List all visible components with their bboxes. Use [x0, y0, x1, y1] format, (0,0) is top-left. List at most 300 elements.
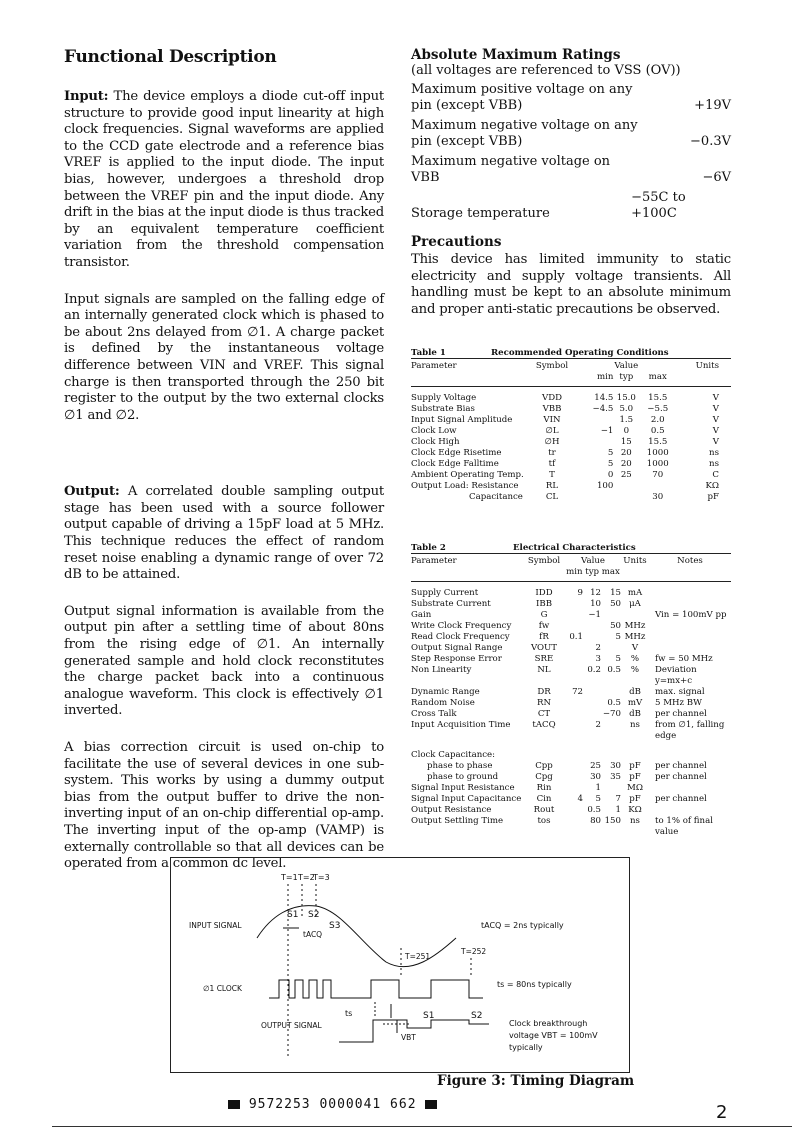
t2-cell-n: to 1% of final value — [655, 816, 713, 838]
table-row — [411, 387, 731, 405]
t2-cell-u: mV — [627, 698, 643, 709]
t2-cell-u: MHz — [624, 621, 646, 632]
t2-cell-n: from ∅1, falling edge — [655, 720, 725, 742]
t2-cell-n — [649, 805, 731, 816]
t2-cell-min — [565, 805, 583, 816]
t1-cell-typ: 20 — [620, 448, 632, 459]
t1-cell-u: V — [712, 404, 719, 415]
t2-header-symbol: Symbol — [523, 554, 565, 568]
t2-cell-u: pF — [629, 794, 641, 805]
t1-header-parameter: Parameter — [411, 359, 524, 373]
label-s2: S2 — [308, 910, 320, 920]
t2-cell-p: Output Signal Range — [411, 643, 503, 654]
table2-caption — [411, 543, 731, 553]
table-row — [411, 794, 731, 805]
amr-subtitle: (all voltages are referenced to VSS (OV)) — [411, 63, 681, 78]
label-s1: S1 — [287, 910, 299, 920]
t1-cell-min: −4.5 — [592, 404, 614, 415]
t2-cell-min: 9 — [577, 588, 583, 599]
table-row — [411, 720, 731, 742]
timing-diagram — [170, 857, 630, 1073]
t2-cell-min — [565, 654, 583, 665]
input-heading: Input: — [64, 89, 109, 104]
t1-cell-p: Clock Edge Falltime — [411, 459, 499, 470]
t2-cell-u: % — [630, 654, 640, 665]
t2-cell-u: MHz — [624, 632, 646, 643]
label-breakthrough-3: typically — [509, 1043, 543, 1052]
table-row — [411, 582, 731, 600]
t1-cell-u: C — [712, 470, 719, 481]
t2-cell-min — [565, 599, 583, 610]
table-row — [411, 643, 731, 654]
right-column — [411, 47, 731, 838]
t2-cell-min — [565, 665, 583, 687]
t2-cell-typ — [583, 742, 601, 761]
t2-cell-p: Cross Talk — [411, 709, 457, 720]
t2-cell-typ: 30 — [590, 772, 601, 783]
t2-cell-max — [601, 720, 621, 742]
bias-paragraph: A bias correction circuit is used on-chip to facilitate the use of several devices in one sub-system. This works by using a dummy output bias from the output buffer to drive the non-inverting input of an on-chip differential op-amp. The inverting input of the op-amp (VAMP) is externally controllable so that all devices can be operated from a common dc level. — [64, 740, 384, 872]
t1-cell-min: 100 — [596, 481, 614, 492]
t2-cell-p: Substrate Current — [411, 599, 491, 610]
t2-cell-n — [649, 643, 731, 654]
t2-cell-s: G — [540, 610, 548, 621]
t2-cell-max — [601, 687, 621, 698]
t2-cell-p: Supply Current — [411, 588, 479, 599]
t2-cell-p: Step Response Error — [411, 654, 502, 665]
t2-cell-s: SRE — [534, 654, 554, 665]
t1-cell-typ: 15 — [620, 437, 632, 448]
t2-cell-min — [565, 772, 583, 783]
t2-header-value: Value — [565, 554, 621, 568]
amr-value: −6V — [702, 170, 731, 185]
t1-cell-s: ∅H — [544, 437, 560, 448]
t2-cell-min — [565, 610, 583, 621]
t1-cell-p: Output Load: Resistance — [411, 481, 519, 492]
page-number: 2 — [716, 1102, 728, 1123]
amr-value: −55C to +100C — [631, 190, 686, 221]
t2-cell-p: Write Clock Frequency — [411, 621, 512, 632]
t2-cell-min — [565, 720, 583, 742]
label-t251: T=251 — [405, 952, 431, 961]
t2-cell-p: Dynamic Range — [411, 687, 480, 698]
t2-cell-min — [565, 783, 583, 794]
t1-cell-typ: 15.0 — [616, 393, 636, 404]
amr-label: Storage temperature — [411, 206, 550, 221]
t2-cell-u: % — [630, 665, 640, 676]
amr-label: Maximum positive voltage on any pin (except VBB) — [411, 82, 633, 113]
amr-row — [411, 118, 731, 150]
t1-cell-max: 0.5 — [650, 426, 665, 437]
precautions-title: Precautions — [411, 234, 502, 250]
t1-cell-min — [580, 415, 613, 426]
table-row — [411, 492, 731, 503]
t2-cell-s: NL — [537, 665, 551, 676]
t1-cell-max — [639, 481, 676, 492]
t2-cell-s: IBB — [535, 599, 553, 610]
t2-cell-p: Non Linearity — [411, 665, 472, 676]
table-row — [411, 783, 731, 794]
amr-label: Maximum negative voltage on any pin (except VBB) — [411, 118, 638, 149]
table-row — [411, 621, 731, 632]
t2-cell-p: Signal Input Resistance — [411, 783, 515, 794]
t2-cell-min — [565, 621, 583, 632]
t1-cell-max: 2.0 — [650, 415, 665, 426]
t2-cell-s: tos — [537, 816, 551, 827]
t2-cell-min — [565, 709, 583, 720]
t1-cell-u: ns — [709, 448, 719, 459]
t2-cell-typ: −1 — [588, 610, 601, 621]
table-row — [411, 632, 731, 643]
t2-cell-typ: 0.5 — [587, 805, 601, 816]
t2-cell-min — [565, 816, 583, 838]
footer-code-text: 9572253 0000041 662 — [248, 1097, 417, 1112]
t2-cell-n: fw = 50 MHz — [655, 654, 713, 665]
t1-cell-s: VDD — [541, 393, 562, 404]
t2-cell-typ — [583, 687, 601, 698]
t1-cell-max: 15.5 — [648, 393, 668, 404]
t2-cell-max: 30 — [610, 761, 621, 772]
t2-cell-n: per channel — [655, 709, 707, 720]
timing-diagram-svg — [171, 858, 629, 1072]
t2-cell-n — [649, 783, 731, 794]
t1-cell-u: V — [712, 437, 719, 448]
t1-cell-min: −1 — [600, 426, 614, 437]
t2-cell-p: Gain — [411, 610, 432, 621]
t2-cell-typ: 12 — [590, 588, 601, 599]
label-tacq: tACQ — [303, 930, 323, 939]
t2-cell-s: CT — [537, 709, 551, 720]
label-output-signal: OUTPUT SIGNAL — [261, 1021, 322, 1030]
t1-cell-p: Clock Edge Risetime — [411, 448, 502, 459]
label-tacq-note: tACQ = 2ns typically — [481, 921, 564, 930]
t1-cell-s: VIN — [543, 415, 561, 426]
t2-cell-u — [621, 610, 649, 621]
table2-block — [411, 543, 731, 838]
table1-title: Recommended Operating Conditions — [491, 348, 669, 359]
t2-cell-n: max. signal — [655, 687, 705, 698]
t1-cell-typ — [613, 481, 639, 492]
label-t3: T=3 — [313, 873, 330, 882]
t2-cell-s: Cpp — [535, 761, 553, 772]
table-row — [411, 610, 731, 621]
t1-cell-p: Ambient Operating Temp. — [411, 470, 524, 481]
t2-cell-n — [649, 632, 731, 643]
t2-cell-typ: 0.2 — [587, 665, 601, 676]
t2-cell-p: Output Settling Time — [411, 816, 504, 827]
t2-cell-typ: 1 — [595, 783, 601, 794]
t2-cell-typ — [583, 632, 601, 643]
table-row — [411, 415, 731, 426]
t2-cell-n: Vin = 100mV pp — [655, 610, 727, 621]
label-t2: T=2 — [298, 873, 315, 882]
label-breakthrough-2: voltage VBT = 100mV — [509, 1031, 598, 1040]
t1-cell-typ — [613, 492, 639, 503]
t2-header-units: Units — [621, 554, 649, 568]
t1-cell-min — [580, 492, 613, 503]
table2-number: Table 2 — [411, 543, 446, 554]
t2-header-parameter: Parameter — [411, 554, 523, 568]
t2-cell-n — [649, 582, 731, 600]
t2-cell-n: per channel — [655, 761, 707, 772]
t1-cell-max: 30 — [652, 492, 664, 503]
footer-square-left — [228, 1100, 240, 1109]
t2-cell-max — [601, 643, 621, 654]
table-row — [411, 654, 731, 665]
t1-cell-p: Supply Voltage — [411, 393, 477, 404]
t2-cell-max: 50 — [610, 621, 621, 632]
t2-cell-u: dB — [629, 687, 641, 698]
t2-cell-u: MΩ — [627, 783, 643, 794]
clock-waveform — [269, 980, 483, 998]
t2-cell-s: DR — [537, 687, 551, 698]
t2-cell-s: tACQ — [532, 720, 556, 731]
t2-cell-s: Rout — [533, 805, 555, 816]
t1-cell-typ: 5.0 — [619, 404, 634, 415]
t1-header-min: min — [580, 372, 613, 387]
t2-cell-n — [649, 599, 731, 610]
table-row — [411, 687, 731, 698]
t2-cell-typ — [583, 621, 601, 632]
t2-cell-u: mA — [627, 588, 643, 599]
bottom-rule — [52, 1126, 792, 1127]
t2-cell-max: 0.5 — [607, 698, 621, 709]
amr-value: −0.3V — [690, 134, 731, 149]
table-row — [411, 772, 731, 783]
output-paragraph — [64, 484, 384, 584]
table-row — [411, 709, 731, 720]
t2-cell-n: Deviation y=mx+c — [655, 665, 697, 687]
t2-cell-n: per channel — [655, 772, 707, 783]
t2-cell-p: Output Resistance — [411, 805, 492, 816]
t1-cell-s: tf — [548, 459, 556, 470]
t2-cell-typ: 10 — [590, 599, 601, 610]
t1-cell-u: V — [712, 393, 719, 404]
t1-cell-max: 15.5 — [648, 437, 668, 448]
t2-cell-max — [601, 742, 621, 761]
label-t1: T=1 — [281, 873, 298, 882]
t2-cell-typ — [583, 698, 601, 709]
t2-cell-s: IDD — [535, 588, 553, 599]
t1-header-units: Units — [676, 359, 731, 373]
t2-cell-n — [649, 742, 731, 761]
t2-cell-p: phase to phase — [427, 761, 493, 772]
t2-cell-max — [601, 610, 621, 621]
table-row — [411, 437, 731, 448]
label-breakthrough-1: Clock breakthrough — [509, 1019, 588, 1028]
table-row — [411, 470, 731, 481]
t1-header-value: Value — [613, 359, 639, 373]
t1-cell-max: −5.5 — [647, 404, 669, 415]
t2-cell-u: ns — [630, 816, 640, 827]
sampling-paragraph: Input signals are sampled on the falling edge of an internally generated clock which is phased to be about 2ns delayed from ∅1. A charge packet is defined by the instantaneous voltage difference between VIN and VREF. This signal charge is then transported through the 250 bit register to the output by the two external clocks ∅1 and ∅2. — [64, 291, 384, 423]
table1-caption — [411, 348, 731, 358]
t2-cell-n: per channel — [655, 794, 707, 805]
t2-header-minmax: min typ max — [565, 567, 621, 582]
t2-cell-max: 15 — [610, 588, 621, 599]
t1-header-typ: typ — [613, 372, 639, 387]
section-title: Functional Description — [64, 47, 277, 67]
t1-cell-p: Clock High — [411, 437, 460, 448]
t2-cell-max: 35 — [610, 772, 621, 783]
input-paragraph — [64, 89, 384, 272]
t2-cell-p: Random Noise — [411, 698, 475, 709]
t1-cell-typ: 20 — [620, 459, 632, 470]
t1-cell-typ: 0 — [623, 426, 630, 437]
t1-header-max: max — [639, 372, 676, 387]
t2-cell-s: Rin — [536, 783, 552, 794]
t2-cell-min: 72 — [572, 687, 583, 698]
t2-cell-typ — [583, 709, 601, 720]
t1-cell-max: 70 — [652, 470, 664, 481]
output-heading: Output: — [64, 484, 120, 500]
t2-cell-max: 5 — [615, 632, 621, 643]
t1-cell-p: Capacitance — [469, 492, 523, 503]
table-row — [411, 481, 731, 492]
label-input-signal: INPUT SIGNAL — [189, 921, 242, 930]
label-clock: ∅1 CLOCK — [203, 984, 242, 993]
table-row — [411, 426, 731, 437]
t2-cell-s: VOUT — [530, 643, 558, 654]
t1-cell-typ: 25 — [620, 470, 632, 481]
t1-cell-s: T — [549, 470, 555, 481]
table-row — [411, 698, 731, 709]
table1-number: Table 1 — [411, 348, 446, 359]
t2-cell-min — [565, 742, 583, 761]
label-vbt: VBT — [401, 1033, 416, 1042]
t2-cell-u: V — [631, 643, 639, 654]
t2-cell-min — [565, 698, 583, 709]
t1-cell-u: KΩ — [705, 481, 719, 492]
t2-cell-u: ns — [630, 720, 640, 731]
t1-cell-min: 14.5 — [594, 393, 614, 404]
t2-cell-typ: 25 — [590, 761, 601, 772]
t1-cell-s: tr — [548, 448, 556, 459]
t2-header-notes: Notes — [649, 554, 731, 568]
t2-cell-s: Cin — [536, 794, 552, 805]
t1-cell-s: RL — [545, 481, 559, 492]
t1-cell-min — [580, 437, 613, 448]
t1-cell-max: 1000 — [646, 459, 669, 470]
amr-row — [411, 82, 731, 114]
table-row — [411, 599, 731, 610]
t2-cell-u: pF — [629, 761, 641, 772]
t2-cell-max: 7 — [615, 794, 621, 805]
t2-cell-u: μA — [629, 599, 641, 610]
t1-cell-s: ∅L — [545, 426, 559, 437]
table2-title: Electrical Characteristics — [513, 543, 636, 554]
t1-cell-typ: 1.5 — [619, 415, 634, 426]
input-text: The device employs a diode cut-off input structure to provide good input linearity at high clock frequencies. Signal waveforms are applied to the CCD gate electrode and a reference bias VREF is applied to the input diode. The input bias, however, undergoes a threshold drop between the VREF pin and the input diode. Any drift in the bias at the input diode is thus tracked by an equivalent temperature coefficient variation from the threshold compensation transistor. — [64, 89, 384, 270]
t2-cell-min — [565, 761, 583, 772]
t1-header-symbol: Symbol — [524, 359, 580, 373]
label-output-s1: S1 — [423, 1011, 435, 1021]
footer-code — [228, 1097, 437, 1112]
t2-cell-p: Clock Capacitance: — [411, 750, 496, 761]
t2-cell-max: 150 — [604, 816, 621, 827]
t2-cell-n — [649, 621, 731, 632]
t2-cell-p: Signal Input Capacitance — [411, 794, 522, 805]
t2-cell-n: 5 MHz BW — [655, 698, 702, 709]
table-row — [411, 404, 731, 415]
label-s3: S3 — [329, 921, 341, 931]
amr-row — [411, 154, 731, 186]
t1-cell-u: V — [712, 426, 719, 437]
table-row — [411, 816, 731, 838]
t2-cell-min: 0.1 — [569, 632, 583, 643]
t2-cell-max: 0.5 — [607, 665, 621, 676]
label-output-s2: S2 — [471, 1011, 483, 1021]
t2-cell-p: Input Acquisition Time — [411, 720, 511, 731]
t1-cell-u: V — [712, 415, 719, 426]
table2 — [411, 553, 731, 838]
t1-cell-min: 0 — [607, 470, 614, 481]
t2-cell-typ: 2 — [595, 643, 601, 654]
t2-cell-max: 50 — [610, 599, 621, 610]
t2-cell-p: phase to ground — [427, 772, 499, 783]
t2-cell-max: −70 — [602, 709, 621, 720]
t2-cell-min: 4 — [577, 794, 583, 805]
t2-cell-max: 5 — [615, 654, 621, 665]
left-column — [64, 47, 384, 893]
amr-label: Maximum negative voltage on VBB — [411, 154, 611, 185]
label-ts-note: ts = 80ns typically — [497, 980, 572, 989]
amr-list — [411, 82, 731, 222]
t2-cell-typ: 3 — [595, 654, 601, 665]
footer-square-right — [425, 1100, 437, 1109]
precautions — [411, 234, 731, 318]
amr-value: +19V — [694, 98, 731, 113]
t2-cell-max: 1 — [615, 805, 621, 816]
t2-cell-s: fw — [538, 621, 550, 632]
t2-cell-s: Cpg — [535, 772, 553, 783]
t2-cell-typ: 2 — [595, 720, 601, 731]
t2-cell-u: KΩ — [628, 805, 642, 816]
output-text: A correlated double sampling output stage has been used with a source follower output capable of driving a 15pF load at 5 MHz. This technique reduces the effect of random reset noise enabling a dynamic range of over 72 dB to be attained. — [64, 484, 384, 583]
t1-cell-max: 1000 — [646, 448, 669, 459]
t2-cell-typ: 80 — [590, 816, 601, 827]
label-t252: T=252 — [461, 947, 487, 956]
table-row — [411, 742, 731, 761]
table-row — [411, 761, 731, 772]
t1-cell-p: Input Signal Amplitude — [411, 415, 513, 426]
t1-cell-p: Substrate Bias — [411, 404, 475, 415]
amr-row — [411, 190, 731, 222]
precautions-text: This device has limited immunity to static electricity and supply voltage transients. All handling must be kept to an absolute minimum and proper anti-static precautions be observed. — [411, 252, 731, 317]
t2-cell-s: RN — [537, 698, 551, 709]
t1-cell-s: VBB — [542, 404, 562, 415]
t2-cell-min — [565, 643, 583, 654]
table1 — [411, 358, 731, 503]
amr-title: Absolute Maximum Ratings — [411, 47, 621, 63]
t1-cell-p: Clock Low — [411, 426, 457, 437]
t2-cell-u: pF — [629, 772, 641, 783]
t2-cell-u — [621, 742, 649, 761]
table-row — [411, 665, 731, 687]
t1-cell-min: 5 — [607, 448, 614, 459]
figure-caption: Figure 3: Timing Diagram — [437, 1073, 635, 1089]
t2-cell-s: fR — [539, 632, 549, 643]
t2-cell-max — [601, 783, 621, 794]
table-row — [411, 448, 731, 459]
t1-cell-s: CL — [545, 492, 559, 503]
output-info-paragraph: Output signal information is available from the output pin after a settling time of about 80ns from the rising edge of ∅1. An internally generated sample and hold clock reconstitutes the charge packet back into a continuous analogue waveform. This clock is effectively ∅1 inverted. — [64, 603, 384, 719]
t2-cell-u: dB — [629, 709, 641, 720]
table-row — [411, 805, 731, 816]
t2-cell-p: Read Clock Frequency — [411, 632, 510, 643]
label-ts: ts — [345, 1009, 353, 1018]
t2-cell-typ: 5 — [595, 794, 601, 805]
